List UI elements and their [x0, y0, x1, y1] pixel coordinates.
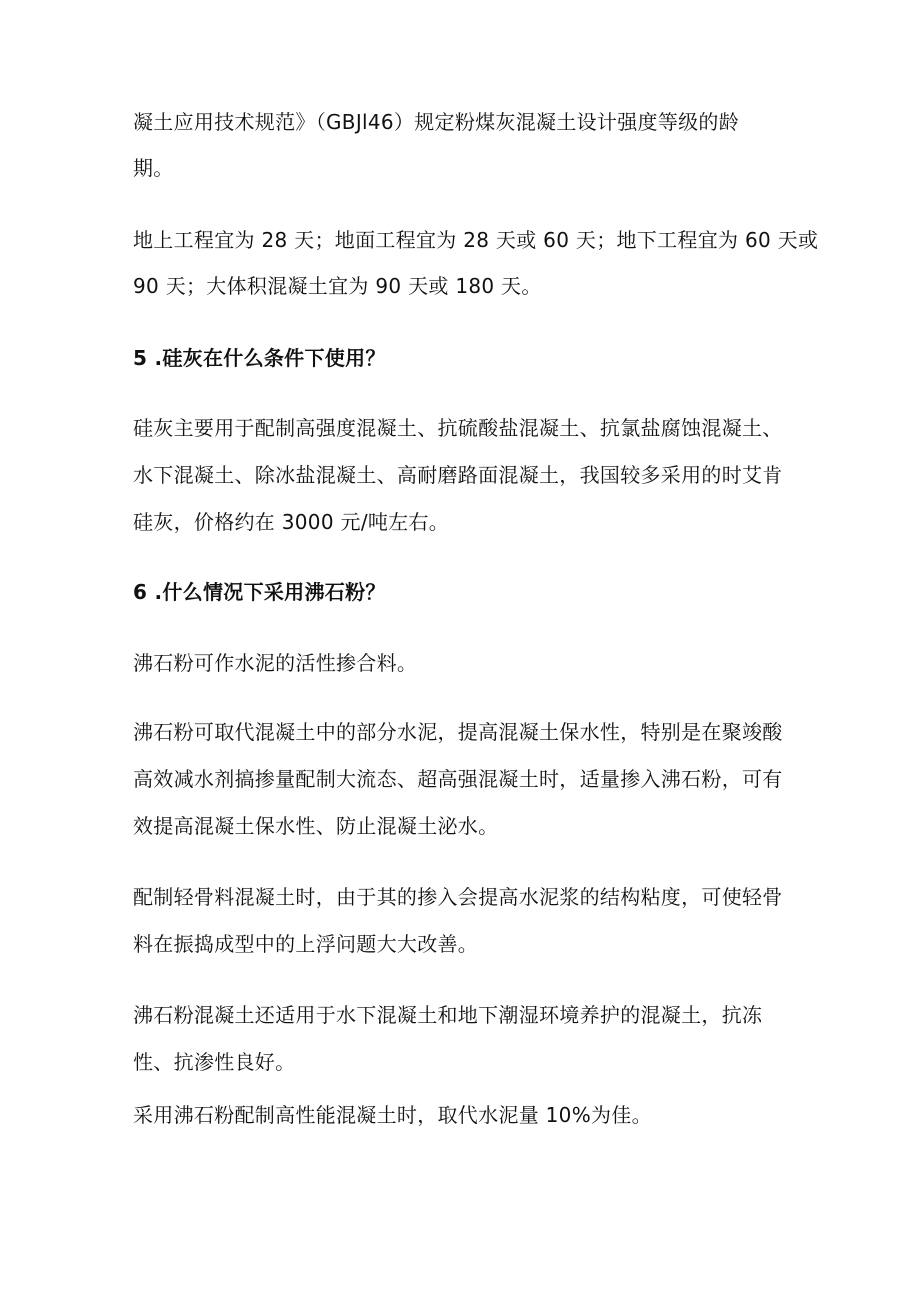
text-line: 效提高混凝土保水性、防止混凝土泌水。 — [133, 814, 499, 838]
text-line: 硅灰主要用于配制高强度混凝土、抗硫酸盐混凝土、抗氯盐腐蚀混凝土、 — [133, 416, 783, 440]
text-line: 沸石粉可取代混凝土中的部分水泥，提高混凝土保水性，特别是在聚竣酸 — [133, 720, 783, 744]
text-line: 地上工程宜为 28 天；地面工程宜为 28 天或 60 天；地下工程宜为 60 天或 — [133, 228, 819, 252]
text-line: 90 天；大体积混凝土宜为 90 天或 180 天。 — [133, 274, 542, 298]
text-line: 沸石粉混凝土还适用于水下混凝土和地下潮湿环境养护的混凝土，抗冻 — [133, 1003, 763, 1027]
text-line: 水下混凝土、除冰盐混凝土、高耐磨路面混凝土，我国较多采用的时艾肯 — [133, 463, 783, 487]
text-line: 配制轻骨料混凝土时，由于其的掺入会提高水泥浆的结构粘度，可使轻骨 — [133, 885, 783, 909]
text-line: 料在振捣成型中的上浮问题大大改善。 — [133, 932, 479, 956]
text-line: 采用沸石粉配制高性能混凝土时，取代水泥量 10%为佳。 — [133, 1103, 652, 1127]
text-line: 期。 — [133, 156, 174, 180]
text-line: 高效减水剂搞掺量配制大流态、超高强混凝土时，适量掺入沸石粉，可有 — [133, 767, 783, 791]
section-heading-5: 5 .硅灰在什么条件下使用？ — [133, 346, 386, 370]
text-line: 性、抗渗性良好。 — [133, 1050, 296, 1074]
section-heading-6: 6 .什么情况下采用沸石粉？ — [133, 580, 386, 604]
text-line: 硅灰，价格约在 3000 元/吨左右。 — [133, 510, 450, 534]
text-line: 凝土应用技术规范》（GBJl46）规定粉煤灰混凝土设计强度等级的龄 — [133, 110, 740, 134]
text-line: 沸石粉可作水泥的活性掺合料。 — [133, 651, 418, 675]
